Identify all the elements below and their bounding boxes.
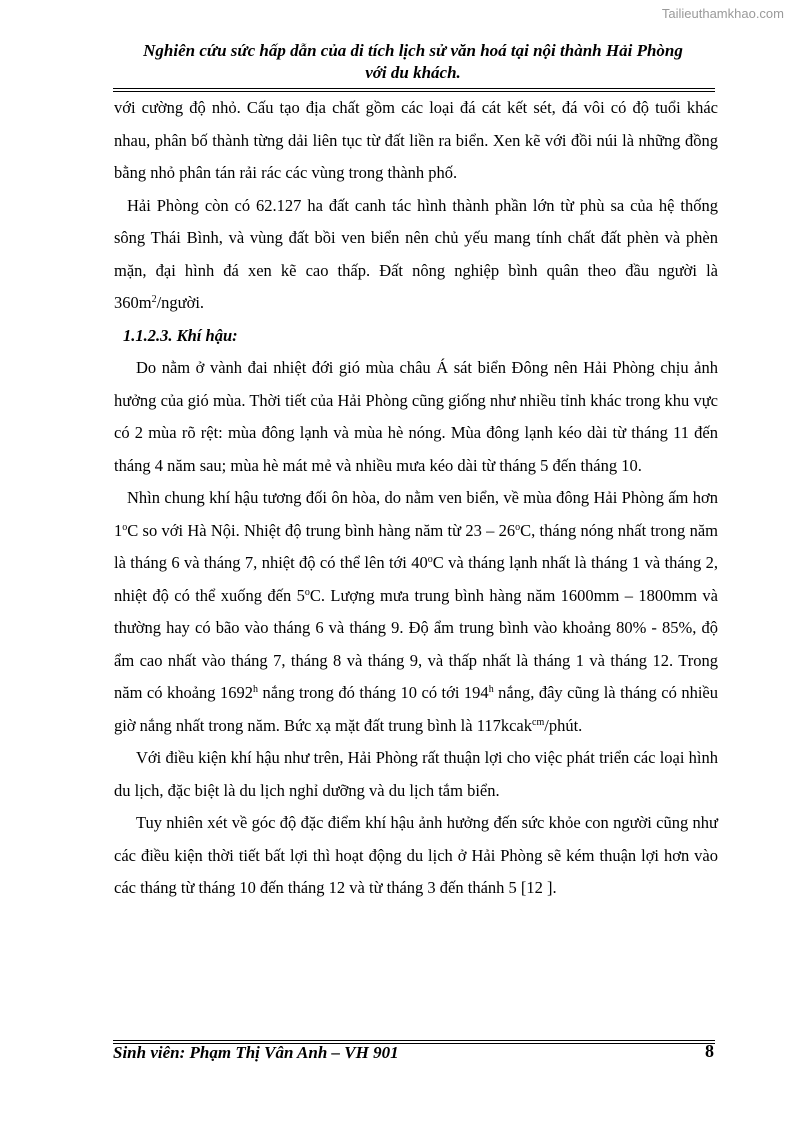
superscript: h: [488, 684, 494, 695]
superscript: cm: [532, 716, 545, 728]
paragraph-3: Do nằm ở vành đai nhiệt đới gió mùa châu Á sát biển Đông nên Hải Phòng chịu ảnh hưởng của gió mùa. Thời tiết của Hải Phòng cũng giống như nhiều tỉnh khác trong khu vực có 2 mùa rõ rệt: mùa đông lạnh và mùa hè nóng. Mùa đông lạnh kéo dài từ tháng 11 đến tháng 4 năm sau; mùa hè mát mẻ và nhiều mưa kéo dài từ tháng 5 đến tháng 10.: [114, 358, 718, 475]
text-run: nắng trong đó tháng 10 có tới 194: [258, 683, 489, 702]
text-run: C so với Hà Nội. Nhiệt độ trung bình hàng năm từ 23 – 26: [127, 520, 516, 540]
text-run: C, tháng nóng nhất trong năm là tháng 6 và tháng 7, nhiệt độ có thể lên tới 40: [114, 520, 718, 572]
superscript: 2: [151, 294, 157, 305]
footer-author: Sinh viên: Phạm Thị Vân Anh – VH 901: [113, 1043, 399, 1062]
paragraph-6: Tuy nhiên xét về góc độ đặc điểm khí hậu ảnh hưởng đến sức khỏe con người cũng như các điều kiện thời tiết bất lợi thì hoạt động du lịch ở Hải Phòng sẽ kém thuận lợi hơn vào các tháng từ tháng 10 đến tháng 12 và từ tháng 3 đến thánh 5 [12 ].: [114, 813, 718, 897]
text-run: Nhìn chung khí hậu tương đối ôn hòa, do nằm ven biển, về mùa đông Hải Phòng ấm hơn 1: [114, 488, 718, 540]
text-run: C và tháng lạnh nhất là tháng 1 và tháng 2, nhiệt độ có thể xuống đến 5: [114, 553, 718, 605]
header-line-1: Nghiên cứu sức hấp dẫn của di tích lịch sử văn hoá tại nội thành Hải Phòng: [143, 41, 683, 60]
section-heading: 1.1.2.3. Khí hậu:: [123, 325, 238, 345]
superscript: h: [253, 684, 259, 695]
text-run: nắng, đây cũng là tháng có nhiều giờ nắng nhất trong năm. Bức xạ mặt đất trung bình là 117kcak: [114, 683, 718, 735]
text-run: C. Lượng mưa trung bình hàng năm 1600mm – 1800mm và thường hay có bão vào tháng 6 và tháng 9. Độ ẩm trung bình vào khoảng 80% - 85%, độ ẩm cao nhất vào tháng 7, tháng 8 và tháng 9, và thấp nhất là tháng 1 và tháng 12. Trong năm có khoảng 1692: [114, 585, 718, 702]
paragraph-1: với cường độ nhỏ. Cấu tạo địa chất gồm các loại đá cát kết sét, đá vôi có độ tuổi khác nhau, phân bố thành từng dải liên tục từ đất liền ra biển. Xen kẽ với đồi núi là những đồng bằng nhỏ phân tán rải rác các vùng trong thành phố.: [114, 98, 718, 182]
page-header: [113, 40, 713, 84]
page-number: 8: [705, 1041, 714, 1061]
paragraph-4: [114, 482, 718, 742]
watermark-text: Tailieuthamkhao.com: [661, 6, 784, 21]
paragraph-2-text: Hải Phòng còn có 62.127 ha đất canh tác hình thành phần lớn từ phù sa của hệ thống sông Thái Bình, và vùng đất bồi ven biển nên chủ yếu mang tính chất đất phèn và phèn mặn, đại hình đá xen kẽ cao thấp. Đất nông nghiệp bình quân theo đầu người là 360m: [114, 195, 718, 312]
superscript: o: [515, 521, 521, 533]
paragraph-2: [114, 190, 718, 320]
superscript: o: [122, 521, 128, 533]
text-run: /phút.: [544, 715, 583, 735]
header-line-2: với du khách.: [365, 63, 461, 82]
paragraph-5: Với điều kiện khí hậu như trên, Hải Phòng rất thuận lợi cho việc phát triển các loại hình du lịch, đặc biệt là du lịch nghỉ dưỡng và du lịch tắm biển.: [114, 748, 718, 800]
document-body: [114, 92, 718, 905]
paragraph-2-tail: /người.: [156, 293, 205, 312]
superscript: o: [427, 554, 433, 565]
superscript: o: [304, 586, 310, 598]
